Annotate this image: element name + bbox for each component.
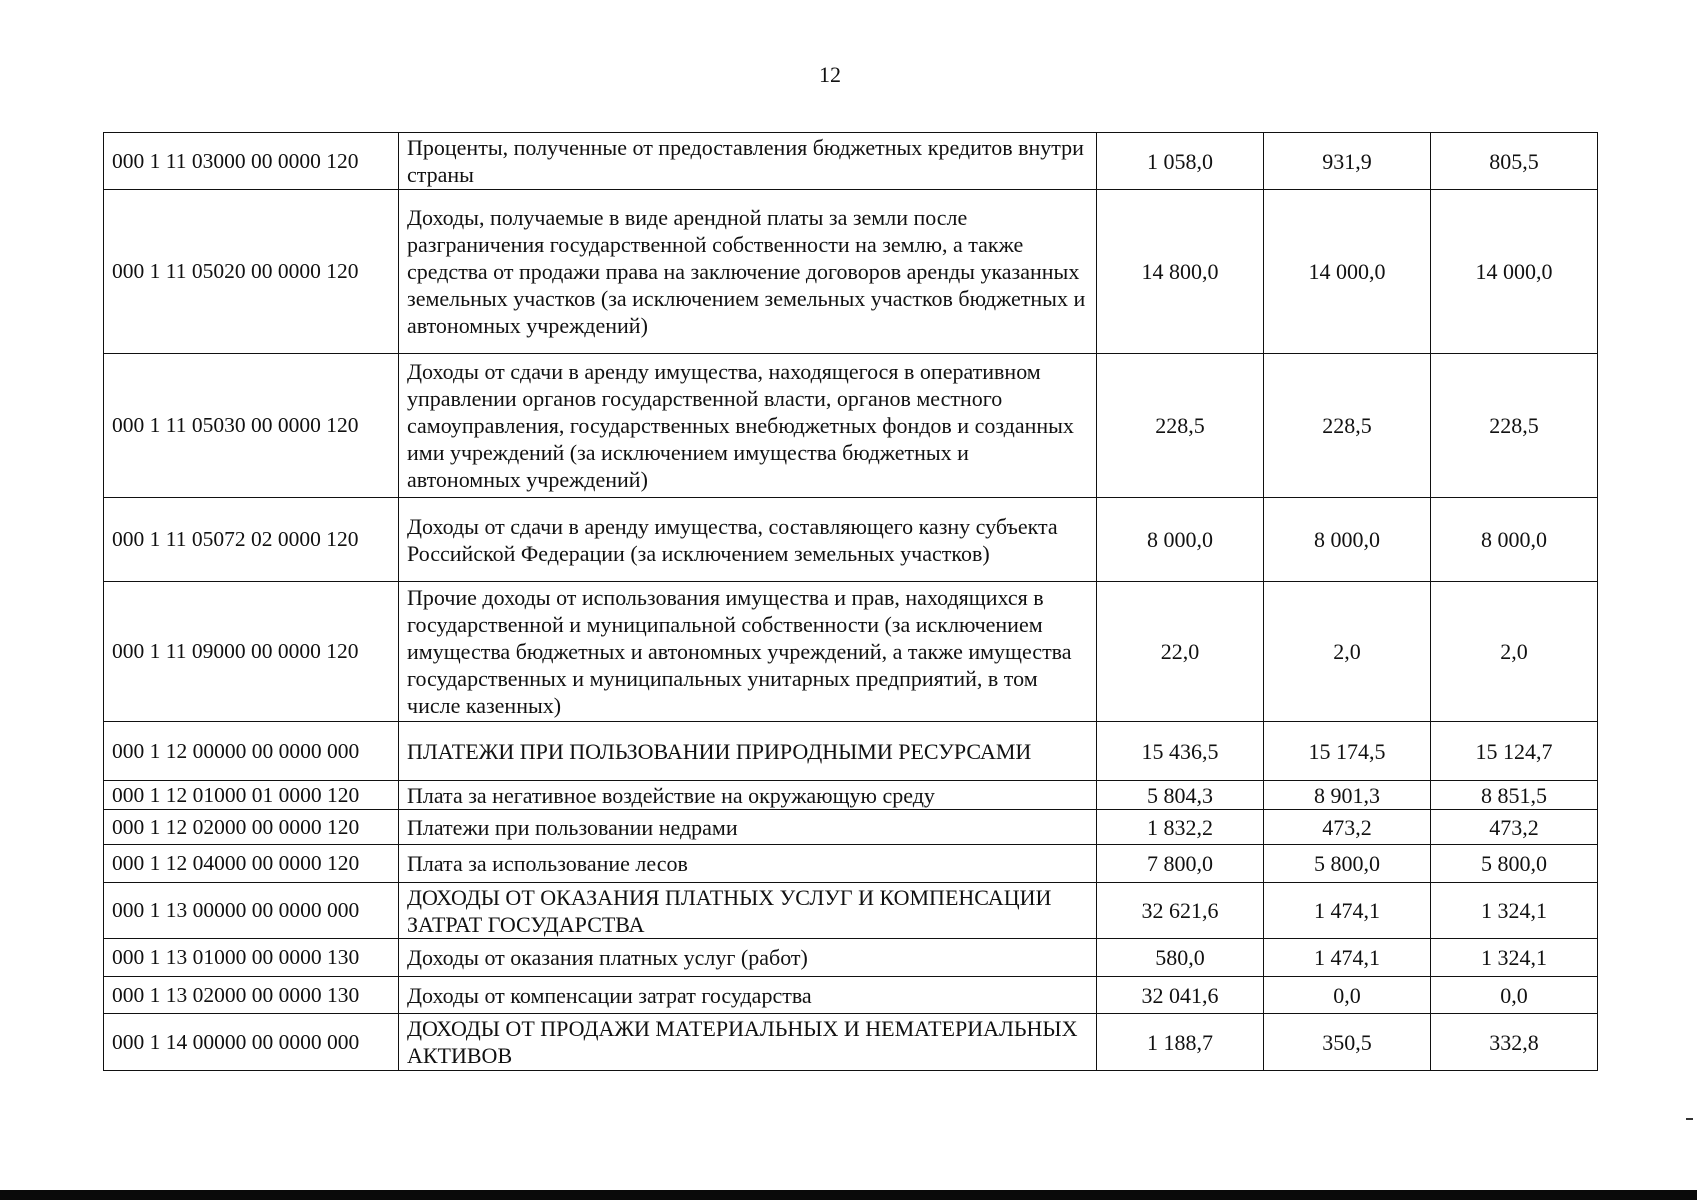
- value-year-1: 5 804,3: [1097, 781, 1264, 810]
- value-year-1: 1 188,7: [1097, 1014, 1264, 1071]
- revenue-name: Платежи при пользовании недрами: [399, 810, 1097, 845]
- budget-code: 000 1 13 02000 00 0000 130: [104, 977, 399, 1014]
- value-year-1: 1 058,0: [1097, 133, 1264, 190]
- value-year-1: 1 832,2: [1097, 810, 1264, 845]
- value-year-3: 8 851,5: [1431, 781, 1598, 810]
- revenue-name: Доходы от компенсации затрат государства: [399, 977, 1097, 1014]
- value-year-2: 0,0: [1264, 977, 1431, 1014]
- scan-edge-mark: [1686, 1118, 1693, 1120]
- table-row: [104, 722, 1598, 781]
- value-year-3: 1 324,1: [1431, 939, 1598, 977]
- budget-code: 000 1 11 09000 00 0000 120: [104, 582, 399, 722]
- value-year-2: 8 901,3: [1264, 781, 1431, 810]
- value-year-1: 14 800,0: [1097, 190, 1264, 354]
- value-year-2: 473,2: [1264, 810, 1431, 845]
- revenue-name: Прочие доходы от использования имущества и прав, находящихся в государственной и муниципальной собственности (за исключением имущества бюджетных и автономных учреждений, а также имущества государственных и муниципальных унитарных предприятий, в том числе казенных): [399, 582, 1097, 722]
- table-row: [104, 939, 1598, 977]
- revenue-name: ПЛАТЕЖИ ПРИ ПОЛЬЗОВАНИИ ПРИРОДНЫМИ РЕСУРСАМИ: [399, 722, 1097, 781]
- value-year-2: 1 474,1: [1264, 883, 1431, 939]
- value-year-3: 0,0: [1431, 977, 1598, 1014]
- revenue-name: Доходы, получаемые в виде арендной платы за земли после разграничения государственной собственности на землю, а также средства от продажи права на заключение договоров аренды указанных земельных участков (за исключением земельных участков бюджетных и автономных учреждений): [399, 190, 1097, 354]
- value-year-2: 5 800,0: [1264, 845, 1431, 883]
- value-year-3: 332,8: [1431, 1014, 1598, 1071]
- value-year-1: 580,0: [1097, 939, 1264, 977]
- table-row: [104, 883, 1598, 939]
- value-year-2: 931,9: [1264, 133, 1431, 190]
- revenue-name: ДОХОДЫ ОТ ОКАЗАНИЯ ПЛАТНЫХ УСЛУГ И КОМПЕНСАЦИИ ЗАТРАТ ГОСУДАРСТВА: [399, 883, 1097, 939]
- revenue-name: Доходы от сдачи в аренду имущества, составляющего казну субъекта Российской Федерации (за исключением земельных участков): [399, 498, 1097, 582]
- revenue-name: Проценты, полученные от предоставления бюджетных кредитов внутри страны: [399, 133, 1097, 190]
- value-year-2: 15 174,5: [1264, 722, 1431, 781]
- budget-code: 000 1 12 00000 00 0000 000: [104, 722, 399, 781]
- revenue-name: Доходы от оказания платных услуг (работ): [399, 939, 1097, 977]
- table-row: [104, 133, 1598, 190]
- table-row: [104, 781, 1598, 810]
- value-year-3: 473,2: [1431, 810, 1598, 845]
- value-year-3: 805,5: [1431, 133, 1598, 190]
- budget-code: 000 1 11 05072 02 0000 120: [104, 498, 399, 582]
- value-year-2: 1 474,1: [1264, 939, 1431, 977]
- value-year-3: 14 000,0: [1431, 190, 1598, 354]
- table-row: [104, 845, 1598, 883]
- value-year-1: 32 041,6: [1097, 977, 1264, 1014]
- value-year-3: 15 124,7: [1431, 722, 1598, 781]
- value-year-3: 2,0: [1431, 582, 1598, 722]
- scan-bottom-border: [0, 1190, 1697, 1200]
- table-row: [104, 190, 1598, 354]
- revenue-name: ДОХОДЫ ОТ ПРОДАЖИ МАТЕРИАЛЬНЫХ И НЕМАТЕРИАЛЬНЫХ АКТИВОВ: [399, 1014, 1097, 1071]
- budget-code: 000 1 13 00000 00 0000 000: [104, 883, 399, 939]
- value-year-2: 14 000,0: [1264, 190, 1431, 354]
- value-year-1: 22,0: [1097, 582, 1264, 722]
- page-number: 12: [819, 62, 841, 87]
- budget-code: 000 1 13 01000 00 0000 130: [104, 939, 399, 977]
- value-year-1: 7 800,0: [1097, 845, 1264, 883]
- value-year-1: 8 000,0: [1097, 498, 1264, 582]
- value-year-1: 228,5: [1097, 354, 1264, 498]
- revenue-name: Плата за использование лесов: [399, 845, 1097, 883]
- budget-code: 000 1 11 03000 00 0000 120: [104, 133, 399, 190]
- revenue-name: Доходы от сдачи в аренду имущества, находящегося в оперативном управлении органов государственной власти, органов местного самоуправления, государственных внебюджетных фондов и созданных ими учреждений (за исключением имущества бюджетных и автономных учреждений): [399, 354, 1097, 498]
- budget-code: 000 1 12 02000 00 0000 120: [104, 810, 399, 845]
- revenue-table: [103, 132, 1598, 1071]
- table-row: [104, 977, 1598, 1014]
- budget-code: 000 1 14 00000 00 0000 000: [104, 1014, 399, 1071]
- budget-code: 000 1 12 01000 01 0000 120: [104, 781, 399, 810]
- value-year-1: 15 436,5: [1097, 722, 1264, 781]
- table-row: [104, 354, 1598, 498]
- value-year-1: 32 621,6: [1097, 883, 1264, 939]
- budget-code: 000 1 11 05020 00 0000 120: [104, 190, 399, 354]
- revenue-name: Плата за негативное воздействие на окружающую среду: [399, 781, 1097, 810]
- value-year-3: 8 000,0: [1431, 498, 1598, 582]
- table-row: [104, 1014, 1598, 1071]
- table-row: [104, 810, 1598, 845]
- value-year-2: 350,5: [1264, 1014, 1431, 1071]
- value-year-3: 5 800,0: [1431, 845, 1598, 883]
- value-year-3: 228,5: [1431, 354, 1598, 498]
- value-year-2: 8 000,0: [1264, 498, 1431, 582]
- budget-code: 000 1 11 05030 00 0000 120: [104, 354, 399, 498]
- value-year-3: 1 324,1: [1431, 883, 1598, 939]
- value-year-2: 2,0: [1264, 582, 1431, 722]
- budget-code: 000 1 12 04000 00 0000 120: [104, 845, 399, 883]
- table-row: [104, 498, 1598, 582]
- table-row: [104, 582, 1598, 722]
- value-year-2: 228,5: [1264, 354, 1431, 498]
